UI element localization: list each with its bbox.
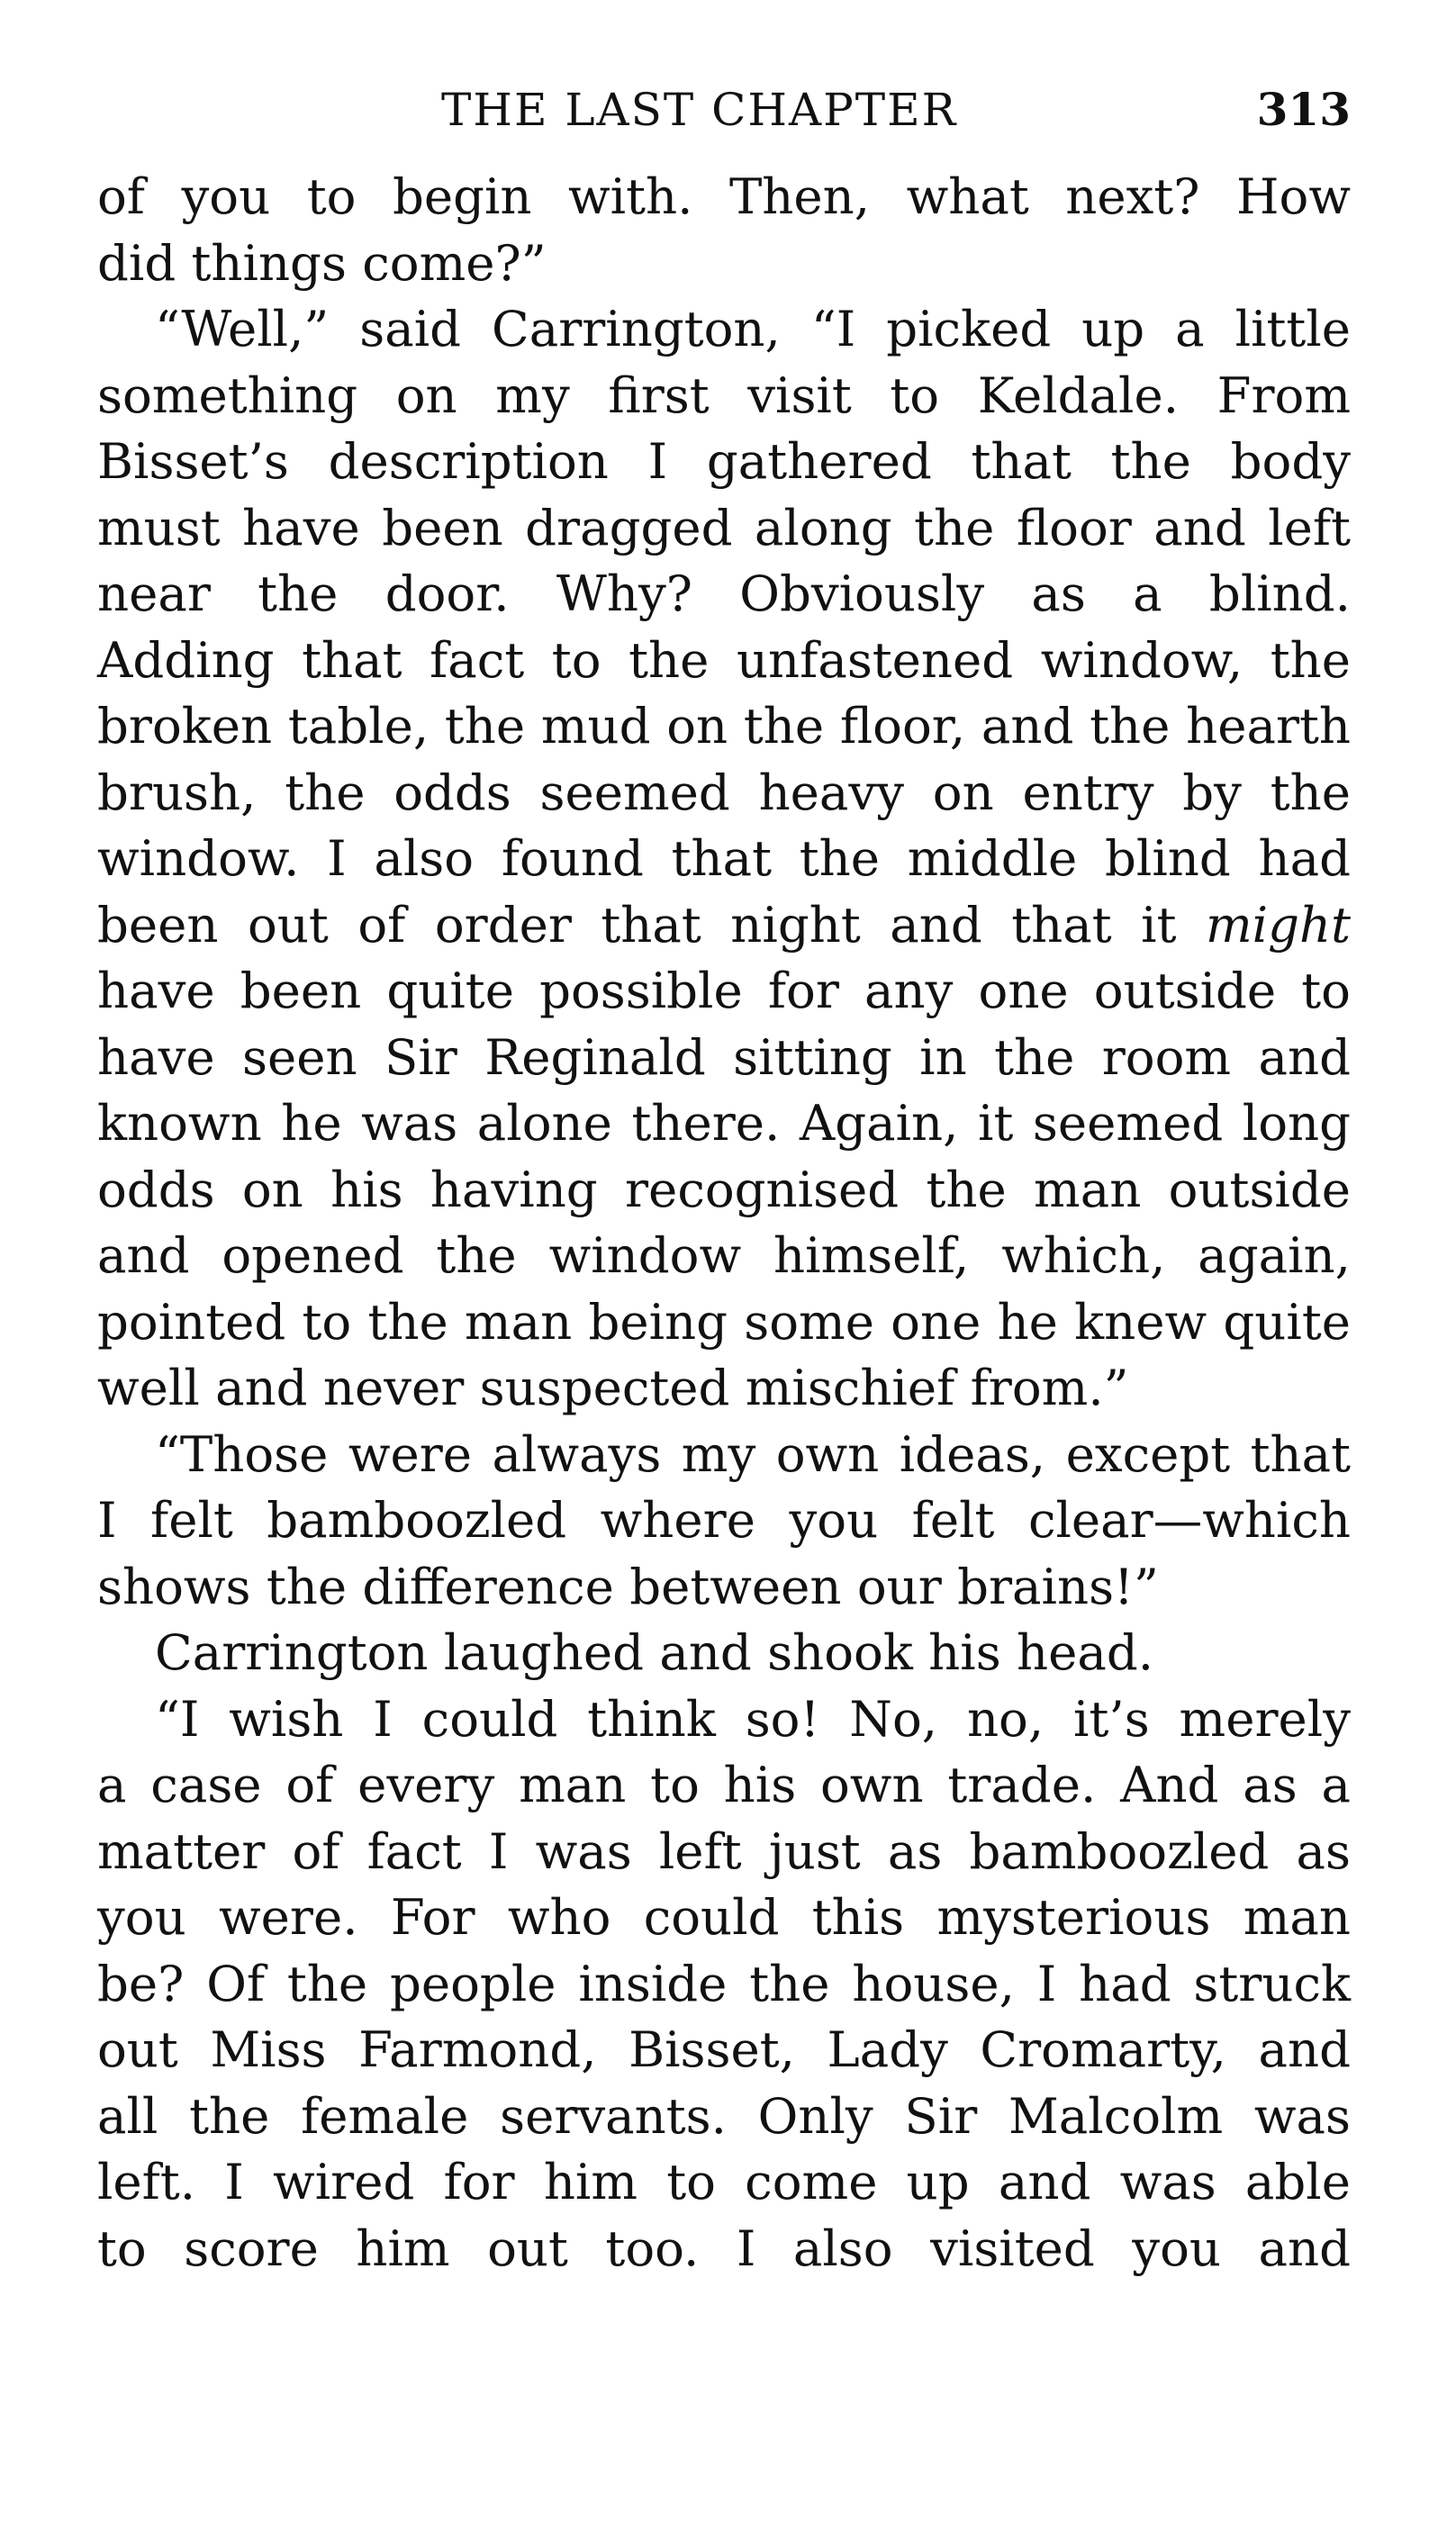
body-text [97,164,1351,2282]
text-line: left. I wired for him to come up and was able [97,2153,1351,2210]
text-line: of you to begin with. Then, what next? How [97,167,1351,225]
text-line: brush, the odds seemed heavy on entry by the [97,763,1351,821]
text-line: I felt bamboozled where you felt clear—which [97,1491,1351,1549]
text-line: to score him out too. I also visited you and [97,2219,1351,2277]
text-line: pointed to the man being some one he knew quite [97,1292,1351,1351]
text-line: near the door. Why? Obviously as a blind. [97,565,1351,622]
text-line: and opened the window himself, which, again, [97,1226,1351,1284]
text-line: odds on his having recognised the man outside [97,1160,1351,1218]
paragraph-start-line: Carrington laughed and shook his head. [155,1623,1154,1681]
italic-emphasis: might [1206,895,1351,954]
text-line: shows the difference between our brains!” [97,1557,1159,1615]
text-line: have seen Sir Reginald sitting in the room and [97,1027,1351,1086]
running-head [97,83,1351,146]
paragraph-start-line: “I wish I could think so! No, no, it’s merely [155,1689,1351,1748]
text-line: broken table, the mud on the floor, and the hearth [97,697,1351,755]
text-line: been out of order that night and that it might [97,895,1351,954]
text-line: something on my first visit to Keldale. From [97,366,1351,424]
text-line: did things come?” [97,233,547,292]
text-line: Bisset’s description I gathered that the body [97,432,1351,490]
running-title: THE LAST CHAPTER [441,84,958,136]
text-line: you were. For who could this mysterious man [97,1888,1351,1946]
text-line: out Miss Farmond, Bisset, Lady Cromarty, and [97,2020,1351,2078]
text-line: a case of every man to his own trade. And as a [97,1756,1351,1813]
paragraph-start-line: “Those were always my own ideas, except that [155,1424,1351,1483]
text-line: be? Of the people inside the house, I had struck [97,1954,1351,2012]
text-line: well and never suspected mischief from.” [97,1359,1129,1416]
text-line: matter of fact I was left just as bamboozled as [97,1821,1351,1880]
paragraph-start-line: “Well,” said Carrington, “I picked up a little [155,300,1351,357]
text-line: all the female servants. Only Sir Malcolm was [97,2086,1351,2145]
text-line: window. I also found that the middle blind had [97,829,1351,887]
text-line: Adding that fact to the unfastened window, the [97,630,1351,689]
text-line: have been quite possible for any one outside to [97,962,1351,1019]
text-line: known he was alone there. Again, it seemed long [97,1094,1351,1152]
text-line: must have been dragged along the floor and left [97,498,1351,556]
page-number: 313 [1256,83,1351,136]
